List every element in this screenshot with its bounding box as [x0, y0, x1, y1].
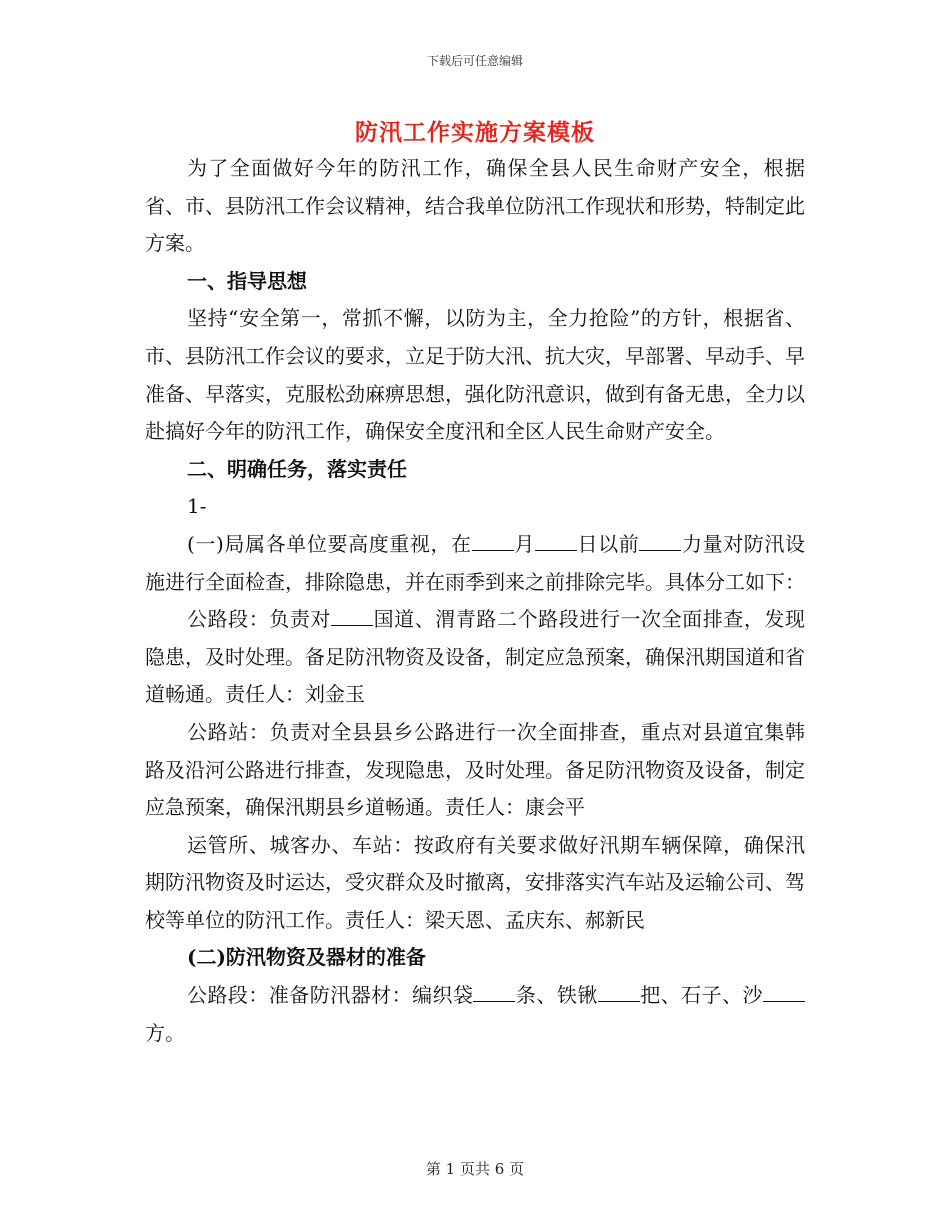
document-body — [145, 150, 805, 1052]
blank-line — [598, 985, 640, 1002]
inspection-text-3: 日以前 — [576, 531, 640, 556]
intro-paragraph: 为了全面做好今年的防汛工作，确保全县人民生命财产安全，根据省、市、县防汛工作会议精神，结合我单位防汛工作现状和形势，特制定此方案。 — [145, 156, 805, 256]
sub-section-inspection — [145, 526, 805, 601]
blank-line — [331, 609, 373, 626]
section-heading-guiding-ideology: 一、指导思想 — [187, 268, 307, 293]
guiding-ideology-paragraph: 坚持“安全第一，常抓不懈，以防为主，全力抢险”的方针，根据省、市、县防汛工作会议的要求，立足于防大汛、抗大灾，早部署、早动手、早准备、早落实，克服松劲麻痹思想，强化防汛意识，做到有备无患，全力以赴搞好今年的防汛工作，确保安全度汛和全区人民生命财产安全。 — [145, 306, 805, 444]
materials-paragraph — [145, 977, 805, 1052]
road-section-text-2: 国道、渭青路二个路段进行一次全面排查，发现隐患，及时处理。备足防汛物资及设备，制定应急预案，确保汛期国道和省道畅通。责任人：刘金玉 — [145, 607, 805, 707]
document-title: 防汛工作实施方案模板 — [355, 119, 595, 146]
blank-line — [472, 534, 514, 551]
materials-text-3: 把、石子、沙 — [639, 983, 764, 1008]
inspection-text-1: (一)局属各单位要高度重视，在 — [187, 531, 472, 556]
page-footer: 第 1 页共 6 页 — [425, 1160, 525, 1178]
item-number: 1- — [187, 494, 207, 519]
blank-line — [535, 534, 577, 551]
page-header: 下载后可任意编辑 — [426, 54, 523, 68]
materials-text-1: 公路段：准备防汛器材：编织袋 — [187, 983, 474, 1008]
materials-text-4: 方。 — [145, 1020, 185, 1045]
transport-paragraph: 运管所、城客办、车站：按政府有关要求做好汛期车辆保障，确保汛期防汛物资及时运达，受灾群众及时撤离，安排落实汽车站及运输公司、驾校等单位的防汛工作。责任人：梁天恩、孟庆东、郝新民 — [145, 832, 805, 932]
road-section-text-1: 公路段：负责对 — [187, 607, 331, 632]
blank-line — [639, 534, 681, 551]
road-section-paragraph — [145, 601, 805, 714]
section-heading-tasks: 二、明确任务，落实责任 — [187, 456, 407, 481]
sub-section-heading-materials: (二)防汛物资及器材的准备 — [187, 945, 426, 970]
blank-line — [763, 985, 805, 1002]
inspection-text-2: 月 — [513, 531, 535, 556]
blank-line — [473, 985, 515, 1002]
road-station-paragraph: 公路站：负责对全县县乡公路进行一次全面排查，重点对县道宜集韩路及沿河公路进行排查，发现隐患，及时处理。备足防汛物资及设备，制定应急预案，确保汛期县乡道畅通。责任人：康会平 — [145, 719, 805, 820]
inspection-text-4: 力量对防汛设施进行全面检查，排除隐患，并在雨季到来之前排除完毕。具体分工如下： — [145, 531, 806, 594]
materials-text-2: 条、铁锹 — [515, 983, 598, 1008]
